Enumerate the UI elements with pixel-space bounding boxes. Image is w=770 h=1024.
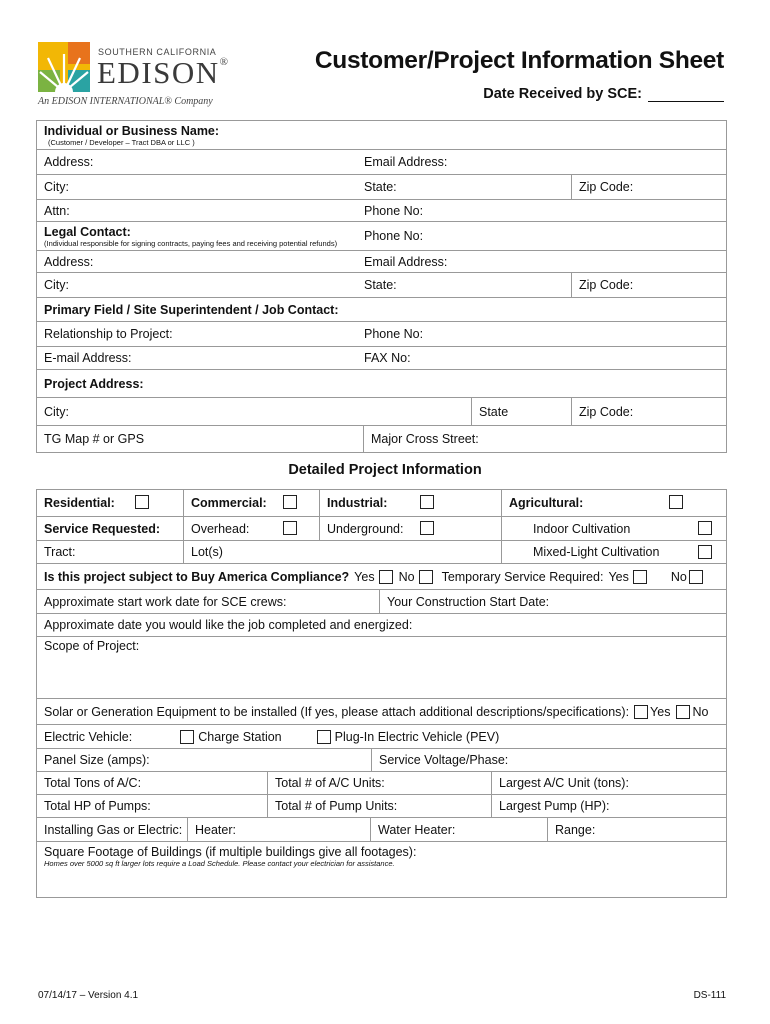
residential-checkbox[interactable] — [135, 495, 149, 509]
project-zip-field[interactable]: Zip Code: — [571, 398, 728, 425]
legal-address-row — [37, 250, 726, 272]
legal-email-field[interactable]: Email Address: — [364, 254, 448, 269]
attn-field[interactable]: Attn: — [44, 203, 70, 218]
buy-america-cell — [37, 564, 728, 589]
temp-service-yes-label: Yes — [608, 569, 629, 584]
scope-field[interactable]: Scope of Project: — [44, 639, 140, 653]
indoor-cultivation-checkbox[interactable] — [698, 521, 712, 535]
gas-electric-row — [37, 817, 726, 841]
scope-row — [37, 636, 726, 698]
service-row — [37, 516, 726, 540]
temp-service-yes-checkbox[interactable] — [633, 570, 647, 584]
ev-row — [37, 724, 726, 748]
tons-ac-field[interactable]: Total Tons of A/C: — [44, 776, 142, 790]
page-title: Customer/Project Information Sheet — [314, 47, 724, 74]
project-detail-table — [36, 489, 727, 898]
project-address-row — [37, 369, 726, 397]
mixed-light-checkbox[interactable] — [698, 545, 712, 559]
legal-contact-field[interactable] — [37, 222, 357, 250]
service-requested-label: Service Requested: — [44, 521, 161, 536]
superintendent-email-field[interactable]: E-mail Address: — [44, 351, 132, 365]
num-pumps-field[interactable]: Total # of Pump Units: — [267, 795, 491, 817]
cross-street-field[interactable]: Major Cross Street: — [363, 426, 728, 452]
industrial-label: Industrial: — [319, 490, 501, 516]
pumps-row — [37, 794, 726, 817]
superintendent-label: Primary Field / Site Superintendent / Job Contact: — [44, 302, 339, 317]
tract-row — [37, 540, 726, 563]
approx-start-field[interactable]: Approximate start work date for SCE crews: — [44, 594, 287, 609]
water-heater-field[interactable]: Water Heater: — [370, 818, 547, 841]
indoor-cultivation-label: Indoor Cultivation — [501, 517, 728, 540]
edison-sun-logo-icon — [38, 42, 90, 92]
footer-version: 07/14/17 – Version 4.1 — [38, 990, 139, 1001]
sup-email-row — [37, 346, 726, 369]
project-state-field[interactable]: State — [471, 398, 571, 425]
fax-field[interactable]: FAX No: — [364, 351, 411, 365]
lots-field[interactable]: Lot(s) — [183, 541, 501, 563]
legal-contact-label: Legal Contact: — [44, 224, 131, 239]
tract-field[interactable]: Tract: — [44, 545, 76, 559]
project-city-row — [37, 397, 726, 425]
temp-service-no-checkbox[interactable] — [689, 570, 703, 584]
legal-zip-field[interactable]: Zip Code: — [571, 273, 728, 297]
project-city-field[interactable]: City: — [44, 404, 69, 419]
service-voltage-field[interactable]: Service Voltage/Phase: — [371, 749, 728, 771]
range-field[interactable]: Range: — [547, 818, 728, 841]
logo-southern-california: SOUTHERN CALIFORNIA — [98, 47, 217, 57]
sq-footage-note: Homes over 5000 sq ft larger lots require a Load Schedule. Please contact your electrician for assistance. — [44, 859, 395, 868]
sq-footage-field[interactable] — [37, 842, 728, 897]
name-label: Individual or Business Name: — [44, 123, 220, 138]
mixed-light-label: Mixed-Light Cultivation — [501, 541, 728, 563]
phone-field[interactable]: Phone No: — [364, 203, 424, 218]
tg-map-field[interactable]: TG Map # or GPS — [44, 432, 145, 446]
buy-america-label: Is this project subject to Buy America Compliance? — [44, 569, 350, 584]
overhead-checkbox[interactable] — [283, 521, 297, 535]
ac-row — [37, 771, 726, 794]
logo-registered: ® — [219, 56, 230, 68]
state-field[interactable]: State: — [364, 180, 397, 194]
legal-state-field[interactable]: State: — [364, 278, 397, 292]
temp-service-label: Temporary Service Required: — [441, 569, 604, 584]
solar-yes-checkbox[interactable] — [634, 705, 648, 719]
buy-america-row — [37, 563, 726, 589]
superintendent-row — [37, 297, 726, 321]
city-field[interactable]: City: — [44, 180, 69, 194]
largest-pump-field[interactable]: Largest Pump (HP): — [491, 795, 728, 817]
pev-label: Plug-In Electric Vehicle (PEV) — [334, 729, 500, 744]
electric-vehicle-label: Electric Vehicle: — [44, 729, 133, 744]
buy-america-no-label: No — [398, 569, 415, 584]
solar-yes-label: Yes — [650, 704, 671, 719]
sq-footage-label: Square Footage of Buildings (if multiple buildings give all footages): — [44, 845, 417, 859]
legal-contact-note: (Individual responsible for signing contracts, paying fees and receiving potential refunds) — [44, 238, 338, 248]
buy-america-no-checkbox[interactable] — [419, 570, 433, 584]
commercial-checkbox[interactable] — [283, 495, 297, 509]
legal-city-field[interactable]: City: — [44, 278, 69, 292]
heater-field[interactable]: Heater: — [187, 818, 370, 841]
logo-edison-text: EDISON — [97, 55, 220, 90]
date-received-label: Date Received by SCE: — [483, 86, 642, 102]
sq-footage-row — [37, 841, 726, 897]
largest-ac-field[interactable]: Largest A/C Unit (tons): — [491, 772, 728, 794]
superintendent-phone-field[interactable]: Phone No: — [364, 327, 424, 341]
solar-no-label: No — [692, 704, 709, 719]
relationship-row — [37, 321, 726, 346]
residential-label: Residential: — [44, 496, 115, 510]
edison-logo — [38, 42, 230, 112]
legal-city-row — [37, 272, 726, 297]
name-cell[interactable] — [37, 121, 728, 149]
solar-cell — [37, 699, 728, 724]
zip-field[interactable]: Zip Code: — [571, 175, 728, 199]
complete-date-row — [37, 613, 726, 636]
underground-checkbox[interactable] — [420, 521, 434, 535]
date-received-field[interactable] — [648, 88, 724, 102]
detail-section-title: Detailed Project Information — [288, 462, 482, 478]
project-address-field[interactable]: Project Address: — [44, 376, 144, 391]
relationship-field[interactable]: Relationship to Project: — [44, 327, 173, 341]
customer-info-table — [36, 120, 727, 453]
solar-no-checkbox[interactable] — [676, 705, 690, 719]
start-date-row — [37, 589, 726, 613]
agricultural-checkbox[interactable] — [669, 495, 683, 509]
address-field[interactable]: Address: — [44, 155, 94, 169]
address-row — [37, 149, 726, 174]
commercial-label: Commercial: — [183, 490, 319, 516]
panel-size-field[interactable]: Panel Size (amps): — [44, 753, 150, 767]
attn-row — [37, 199, 726, 221]
legal-phone-field[interactable]: Phone No: — [364, 229, 424, 243]
date-received — [483, 86, 724, 102]
underground-label: Underground: — [319, 517, 501, 540]
charge-station-checkbox[interactable] — [180, 730, 194, 744]
num-ac-field[interactable]: Total # of A/C Units: — [267, 772, 491, 794]
name-row — [37, 121, 726, 149]
solar-label: Solar or Generation Equipment to be installed (If yes, please attach additional descriptions/specifications): — [44, 704, 630, 719]
overhead-label: Overhead: — [183, 517, 319, 540]
name-note: (Customer / Developer – Tract DBA or LLC ) — [48, 137, 195, 147]
pev-checkbox[interactable] — [317, 730, 331, 744]
legal-contact-row — [37, 221, 726, 250]
buy-america-yes-label: Yes — [354, 569, 375, 584]
footer-form-id: DS-111 — [693, 990, 726, 1001]
temp-service-no-label: No — [670, 569, 687, 584]
logo-tagline: An EDISON INTERNATIONAL® Company — [38, 96, 213, 107]
tg-map-row — [37, 425, 726, 452]
panel-row — [37, 748, 726, 771]
solar-row — [37, 698, 726, 724]
hp-pumps-field[interactable]: Total HP of Pumps: — [44, 799, 151, 813]
industrial-checkbox[interactable] — [420, 495, 434, 509]
legal-address-field[interactable]: Address: — [44, 254, 94, 269]
charge-station-label: Charge Station — [198, 729, 282, 744]
approx-complete-field[interactable]: Approximate date you would like the job completed and energized: — [44, 618, 413, 632]
email-field[interactable]: Email Address: — [364, 155, 448, 169]
city-row — [37, 174, 726, 199]
your-start-field[interactable]: Your Construction Start Date: — [379, 590, 728, 613]
logo-edison-wordmark — [97, 57, 230, 88]
gas-electric-label: Installing Gas or Electric: — [44, 822, 183, 837]
agricultural-label: Agricultural: — [501, 490, 728, 516]
type-row — [37, 490, 726, 516]
ev-cell — [37, 725, 728, 748]
buy-america-yes-checkbox[interactable] — [379, 570, 393, 584]
